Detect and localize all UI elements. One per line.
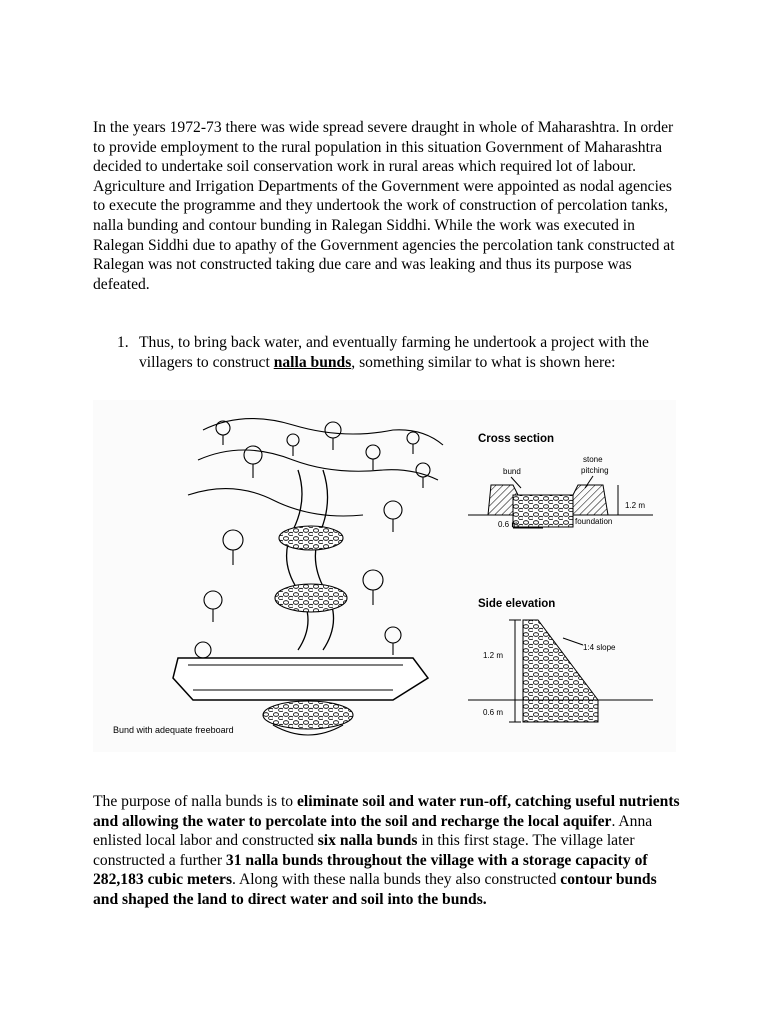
perspective-sketch <box>173 419 443 735</box>
width-label-2: 0.6 m <box>483 708 504 717</box>
side-elevation-diagram <box>468 598 653 722</box>
check-dams <box>275 526 347 612</box>
stone-label-2: pitching <box>581 466 609 475</box>
nalla-bund-illustration <box>93 400 676 752</box>
purpose-text-1: The purpose of nalla bunds is to <box>93 793 297 810</box>
purpose-text-3: in this first stage. The village later constructed a further <box>93 832 635 869</box>
height-label-2: 1.2 m <box>483 651 504 660</box>
list-number: 1. <box>117 334 129 351</box>
side-elevation-title: Side elevation <box>478 598 556 610</box>
cross-section-title: Cross section <box>478 433 555 445</box>
bund-label: bund <box>503 467 521 476</box>
list-text-before: Thus, to bring back water, and eventually farming he undertook a project with the villagers to construct <box>139 334 649 371</box>
purpose-text-2: . Anna enlisted local labor and constructed <box>93 812 653 850</box>
list-text-after: , something similar to what is shown here: <box>351 353 616 371</box>
purpose-bold-3: 31 nalla bunds throughout the village with a storage capacity of 282,183 cubic meters <box>93 851 648 889</box>
purpose-text-4: . Along with these nalla bunds they also constructed <box>232 871 561 889</box>
purpose-bold-4: contour bunds and shaped the land to direct water and soil into the bunds. <box>93 871 657 908</box>
main-bund <box>173 658 428 735</box>
list-item <box>117 333 687 372</box>
intro-paragraph: In the years 1972-73 there was wide spread severe draught in whole of Maharashtra. In order to provide employment to the rural population in this situation Government of Maharashtra decided to undertake soil conservation work in rural areas which required lot of labour. Agriculture and Irrigation Departments of the Government were appointed as nodal agencies to execute the programme and they undertook the work of construction of percolation tanks, nalla bunding and contour bunding in Ralegan Siddhi. While the work was executed in Ralegan Siddhi due to apathy of the Government agencies the percolation tank constructed at Ralegan was not constructed taking due care and was leaking and thus its purpose was defeated. <box>93 119 675 293</box>
purpose-bold-2: six nalla bunds <box>317 832 418 850</box>
nalla-bunds-emphasis: nalla bunds <box>273 353 352 371</box>
purpose-bold-1: eliminate soil and water run-off, catching useful nutrients and allowing the water to percolate into the soil and recharge the local aquifer <box>93 793 680 830</box>
cross-section-diagram <box>468 433 653 529</box>
sketch-caption: Bund with adequate freeboard <box>113 725 234 735</box>
purpose-paragraph <box>93 792 683 910</box>
slope-label: 1:4 slope <box>583 643 616 652</box>
height-label-1: 1.2 m <box>625 501 646 510</box>
foundation-label: foundation <box>575 517 613 526</box>
numbered-list <box>117 333 687 372</box>
stone-label-1: stone <box>583 455 603 464</box>
nalla-bund-figure <box>93 400 676 752</box>
width-label-1: 0.6 m <box>498 520 519 529</box>
